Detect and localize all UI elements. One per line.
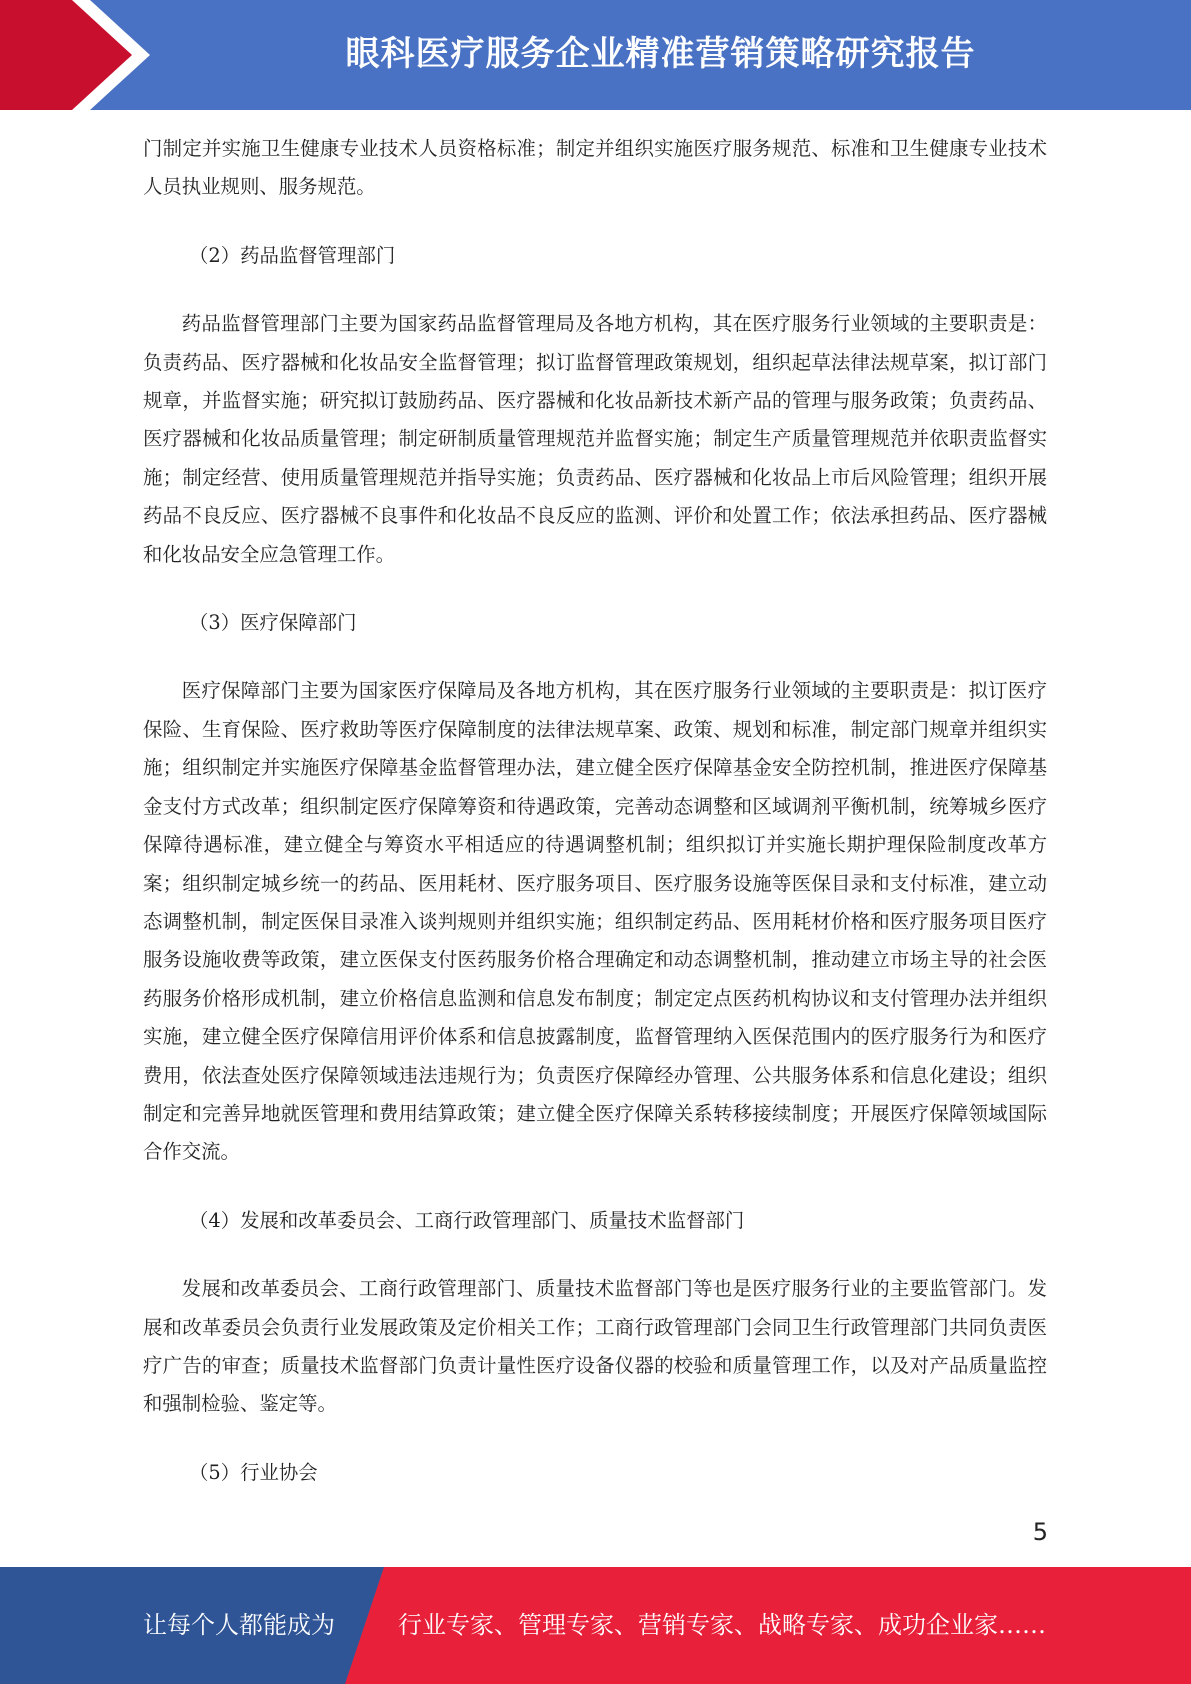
paragraph-development-reform: 发展和改革委员会、工商行政管理部门、质量技术监督部门等也是医疗服务行业的主要监管部门。发展和改革委员会负责行业发展政策及定价相关工作；工商行政管理部门会同卫生行政管理部门共同负责医疗广告的审查；质量技术监督部门负责计量性医疗设备仪器的校验和质量管理工作，以及对产品质量监控和强制检验、鉴定等。 [143,1277,1047,1416]
paragraph-drug-regulation: 药品监督管理部门主要为国家药品监督管理局及各地方机构，其在医疗服务行业领域的主要职责是：负责药品、医疗器械和化妆品安全监督管理；拟订监督管理政策规划，组织起草法律法规草案，拟订部门规章，并监督实施；研究拟订鼓励药品、医疗器械和化妆品新技术新产品的管理与服务政策；负责药品、医疗器械和化妆品质量管理；制定研制质量管理规范并监督实施；制定生产质量管理规范并依职责监督实施；制定经营、使用质量管理规范并指导实施；负责药品、医疗器械和化妆品上市后风险管理；组织开展药品不良反应、医疗器械不良事件和化妆品不良反应的监测、评价和处置工作；依法承担药品、医疗器械和化妆品安全应急管理工作。 [143,312,1047,566]
section-heading-development-reform: （4）发展和改革委员会、工商行政管理部门、质量技术监督部门 [189,1208,745,1232]
continued-paragraph: 门制定并实施卫生健康专业技术人员资格标准；制定并组织实施医疗服务规范、标准和卫生健康专业技术人员执业规则、服务规范。 [143,137,1047,199]
main-content [143,130,1047,1492]
section-heading-industry-association: （5）行业协会 [189,1460,318,1484]
arrow-red-shape [0,0,132,110]
page-number: 5 [1032,1518,1048,1546]
report-title: 眼科医疗服务企业精准营销策略研究报告 [345,34,976,74]
paragraph-medical-security: 医疗保障部门主要为国家医疗保障局及各地方机构，其在医疗服务行业领域的主要职责是：拟订医疗保险、生育保险、医疗救助等医疗保障制度的法律法规草案、政策、规划和标准，制定部门规章并组织实施；组织制定并实施医疗保障基金监督管理办法，建立健全医疗保障基金安全防控机制，推进医疗保障基金支付方式改革；组织制定医疗保障筹资和待遇政策，完善动态调整和区域调剂平衡机制，统筹城乡医疗保障待遇标准，建立健全与筹资水平相适应的待遇调整机制；组织拟订并实施长期护理保险制度改革方案；组织制定城乡统一的药品、医用耗材、医疗服务项目、医疗服务设施等医保目录和支付标准，建立动态调整机制，制定医保目录准入谈判规则并组织实施；组织制定药品、医用耗材价格和医疗服务项目医疗服务设施收费等政策，建立医保支付医药服务价格合理确定和动态调整机制，推动建立市场主导的社会医药服务价格形成机制，建立价格信息监测和信息发布制度；制定定点医药机构协议和支付管理办法并组织实施，建立健全医疗保障信用评价体系和信息披露制度，监督管理纳入医保范围内的医疗服务行为和医疗费用，依法查处医疗保障领域违法违规行为；负责医疗保障经办管理、公共服务体系和信息化建设；组织制定和完善异地就医管理和费用结算政策；建立健全医疗保障关系转移接续制度；开展医疗保障领域国际合作交流。 [143,679,1047,1164]
section-heading-drug-regulation: （2）药品监督管理部门 [189,243,396,267]
footer-slogan-right: 行业专家、管理专家、营销专家、战略专家、成功企业家…… [398,1611,1046,1639]
header-arrow-graphic [0,0,150,110]
footer-slogan-left: 让每个人都能成为 [143,1611,335,1639]
footer-banner [0,1567,1191,1684]
section-heading-medical-security: （3）医疗保障部门 [189,611,357,635]
header-banner [0,0,1191,110]
